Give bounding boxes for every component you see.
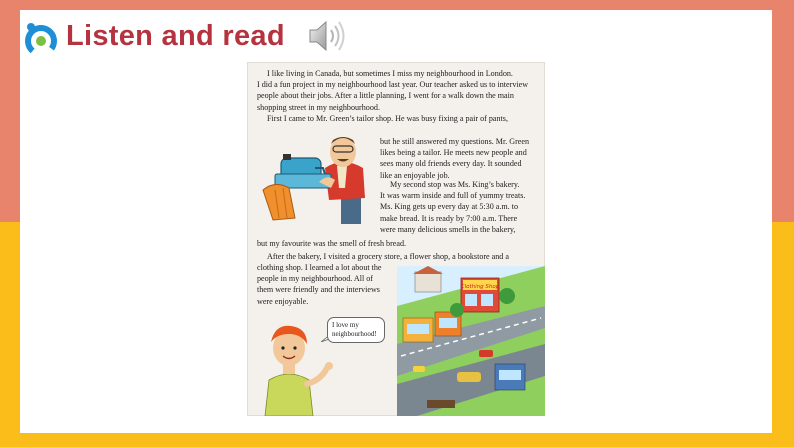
logo-icon [24,20,58,58]
top-border-band [0,0,794,10]
text-line: but my favourite was the smell of fresh bread. [257,239,407,248]
paragraph-tailor [380,136,530,181]
text-line: like an enjoyable job. [380,170,450,180]
speaker-icon[interactable] [306,16,348,56]
right-border-band-yellow [772,222,794,447]
text-line: make bread. It is ready by 7:00 a.m. There [380,213,518,223]
text-line: clothing shop. I learned a lot about the [257,263,382,272]
slide-title: Listen and read [66,20,285,52]
right-border-band-coral [772,10,794,222]
text-line: After the bakery, I visited a grocery store, a flower shop, a bookstore and a [267,252,509,261]
tailor-illustration [253,128,375,226]
paragraph-bakery [380,179,530,235]
text-line: I did a fun project in my neighbourhood last year. Our teacher asked us to interview [257,80,529,90]
text-line: were many delicious smells in the bakery, [380,224,516,234]
paragraph-bakery-end [257,238,539,249]
bottom-border-band [0,433,794,447]
town-illustration [397,266,545,416]
text-line: shopping street in my neighbourhood. [257,102,380,112]
clothing-shop-sign: Clothing Shop [460,284,500,290]
text-line: First I came to Mr. Green’s tailor shop. He was busy fixing a pair of pants, [267,113,508,123]
paragraph-intro [257,68,539,124]
text-line: It was warm inside and full of yummy treats. [380,191,526,201]
text-line: people in my neighbourhood. All of [257,274,373,284]
left-border-band-coral [0,10,20,222]
text-line: My second stop was Ms. King’s bakery. [390,180,520,189]
paragraph-shops [257,251,539,262]
text-line: likes being a tailor. He meets new people and [380,148,527,158]
paragraph-shops-cont [257,262,397,307]
left-border-band-yellow [0,222,20,447]
speech-bubble: I love my neighbourhood! [327,317,385,343]
text-line: sees many old friends every day. It sounded [380,159,522,169]
text-line: but he still answered my questions. Mr. Green [380,137,530,146]
text-line: Ms. King gets up every day at 5:30 a.m. to [380,202,519,212]
text-line: were enjoyable. [257,296,309,306]
textbook-page [247,62,545,416]
text-line: I like living in Canada, but sometimes I miss my neighbourhood in London. [267,69,513,78]
text-line: them were friendly and the interviews [257,285,380,295]
text-line: people about their jobs. After a little planning, I went for a walk down the main [257,91,514,101]
